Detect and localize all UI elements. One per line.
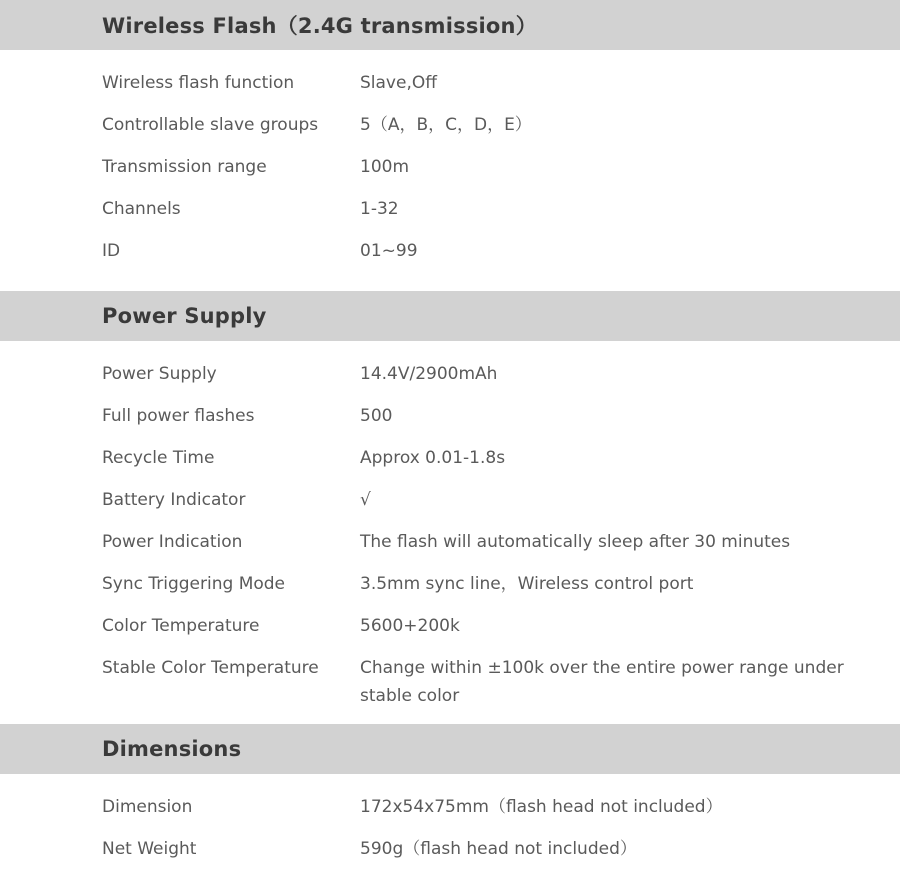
spec-list: [0, 341, 900, 724]
spec-value: 172x54x75mm（flash head not included）: [360, 797, 723, 817]
spec-value: 3.5mm sync line，Wireless control port: [360, 574, 694, 594]
spec-value: Change within ±100k over the entire power range under stable color: [360, 658, 844, 706]
section-header: [0, 291, 900, 341]
spec-label: Power Supply: [102, 364, 217, 384]
spec-row: [0, 484, 900, 526]
spec-label: Recycle Time: [102, 448, 215, 468]
spec-value: The flash will automatically sleep after 30 minutes: [360, 532, 791, 552]
spec-row: [0, 193, 900, 235]
spec-label: Dimension: [102, 797, 193, 817]
section-title: Wireless Flash（2.4G transmission）: [102, 14, 537, 38]
spec-label: Controllable slave groups: [102, 115, 319, 135]
spec-row: [0, 610, 900, 652]
spec-value: 1-32: [360, 199, 399, 219]
spec-value: Approx 0.01-1.8s: [360, 448, 506, 468]
spec-row: [0, 526, 900, 568]
spec-row: [0, 151, 900, 193]
spec-row: [0, 833, 900, 875]
section-wireless-flash: [0, 0, 900, 291]
spec-row: [0, 442, 900, 484]
section-power-supply: [0, 291, 900, 724]
section-header: [0, 724, 900, 774]
section-header: [0, 0, 900, 50]
spec-list: [0, 774, 900, 889]
spec-value: 590g（flash head not included）: [360, 839, 637, 859]
spec-label: Channels: [102, 199, 181, 219]
spec-label: Wireless flash function: [102, 73, 295, 93]
spec-label: Battery Indicator: [102, 490, 246, 510]
section-dimensions: [0, 724, 900, 889]
spec-label: Color Temperature: [102, 616, 260, 636]
spec-row: [0, 400, 900, 442]
section-title: Power Supply: [102, 304, 267, 328]
spec-label: Stable Color Temperature: [102, 658, 319, 678]
spec-row: [0, 652, 900, 710]
spec-row: [0, 67, 900, 109]
spec-value: √: [360, 490, 371, 510]
spec-row: [0, 109, 900, 151]
spec-value: Slave,Off: [360, 73, 437, 93]
spec-value: 5600+200k: [360, 616, 460, 636]
spec-row: [0, 568, 900, 610]
spec-value: 01~99: [360, 241, 418, 261]
spec-label: ID: [102, 241, 121, 261]
spec-row: [0, 235, 900, 277]
spec-row: [0, 358, 900, 400]
spec-value: 5（A，B，C，D，E）: [360, 115, 532, 135]
spec-value: 100m: [360, 157, 410, 177]
spec-label: Full power flashes: [102, 406, 255, 426]
spec-list: [0, 50, 900, 291]
spec-value: 14.4V/2900mAh: [360, 364, 498, 384]
spec-label: Sync Triggering Mode: [102, 574, 286, 594]
section-title: Dimensions: [102, 737, 242, 761]
spec-label: Power Indication: [102, 532, 243, 552]
spec-label: Transmission range: [102, 157, 267, 177]
spec-row: [0, 791, 900, 833]
spec-value: 500: [360, 406, 393, 426]
spec-label: Net Weight: [102, 839, 197, 859]
